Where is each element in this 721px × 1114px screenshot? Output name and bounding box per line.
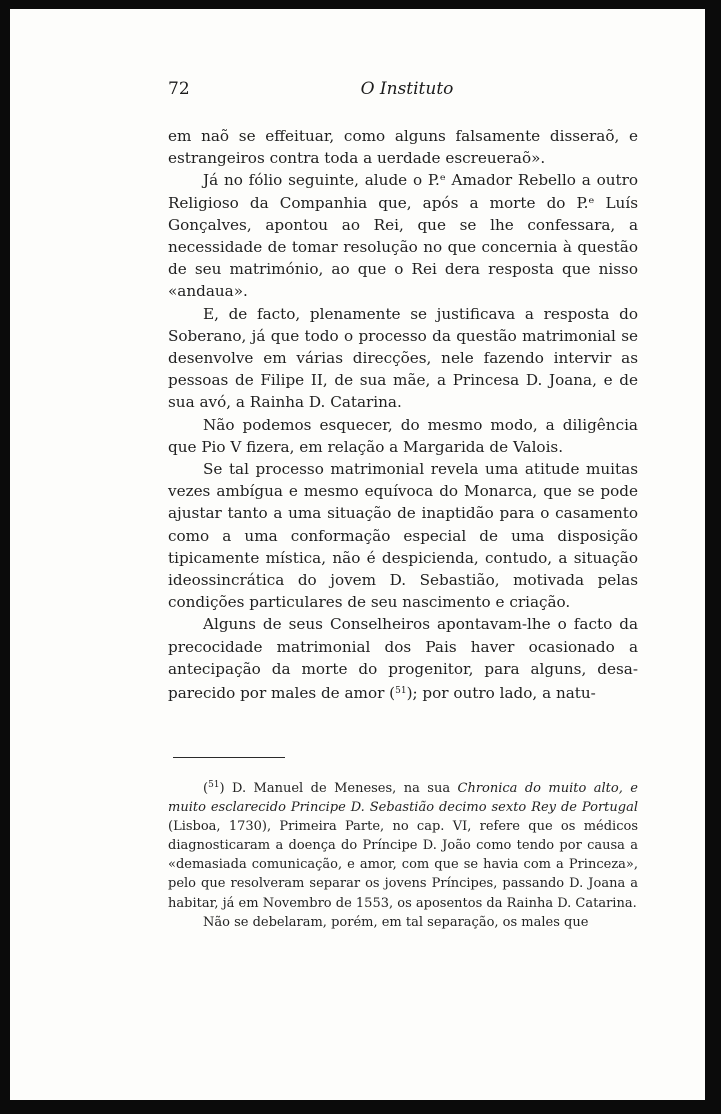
page-header xyxy=(168,79,646,103)
paragraph-4: Não podemos esquecer, do mesmo modo, a diligência que Pio V fizera, em relação a Margarida de Valois. xyxy=(168,415,638,456)
paragraph-6-continuation: ); por outro lado, a natu- xyxy=(406,684,596,703)
footnote-block xyxy=(168,776,638,932)
paragraph-6-text: Alguns de seus Conselheiros apontavam-lhe o facto da precocidade matrimonial dos Pais haver ocasionado a antecipação da morte do progenitor, para alguns, desaparecido por males de amor ( xyxy=(168,615,638,703)
footnote-separator xyxy=(173,757,285,758)
running-title: O Instituto xyxy=(360,79,454,99)
paragraph-3: E, de facto, plenamente se justificava a resposta do Soberano, já que todo o processo da questão matrimonial se desenvolve em várias direcções, nele fazendo intervir as pessoas de Filipe II, de sua mãe, a Princesa D. Joana, e de sua avó, a Rainha D. Catarina. xyxy=(168,304,638,412)
book-page xyxy=(10,9,705,1100)
footnote-reference: 51 xyxy=(395,686,407,697)
footnote-marker: 51 xyxy=(208,780,220,790)
footnote-continuation: Não se debelaram, porém, em tal separação, os males que xyxy=(203,914,589,930)
main-text xyxy=(168,125,638,704)
paragraph-5: Se tal processo matrimonial revela uma atitude muitas vezes ambígua e mesmo equívoca do Monarca, que se pode ajustar tanto a uma situação de inaptidão para o casamento como a uma conformação especial de uma disposição tipicamente mística, não é despicienda, contudo, a situação ideossincrática do jovem D. Sebastião, motivada pelas condições particulares de seu nascimento e criação. xyxy=(168,460,638,612)
page-number: 72 xyxy=(168,79,190,99)
paragraph-6 xyxy=(168,613,638,704)
paragraph-2: Já no fólio seguinte, alude o P.ᵉ Amador Rebello a outro Religioso da Companhia que, após a morte do P.ᵉ Luís Gonçalves, apontou ao Rei, que se lhe confessara, a necessidade de tomar resolução no que concernia à questão de seu matrimónio, ao que o Rei dera resposta que nisso «andaua». xyxy=(168,171,638,301)
paragraph-1: em naõ se effeituar, como alguns falsamente disseraõ, e estrangeiros contra toda a uerdade escreueraõ». xyxy=(168,127,638,168)
footnote-author: D. Manuel de Meneses, na sua xyxy=(232,781,451,796)
footnote-work-title: Chronica do muito alto, e muito esclarecido Principe D. Sebastião decimo sexto Rey de Portugal xyxy=(168,781,638,816)
footnote-51: ($^{51}$) D. Manuel de Meneses, na sua Chronica do muito alto, e muito esclarecido Principe D. Sebastião decimo sexto Rey de Portugal (Lisboa, 1730), Primeira Parte, no cap. VI, refere que os médicos diagnosticaram a doença do Príncipe D. João como tendo por causa a «demasiada comunicação, e amor, com que se havia com a Princeza», pelo que resolveram separar os jovens Príncipes, passando D. Joana a habitar, já em Novembro de 1553, os aposentos da Rainha D. Catarina. xyxy=(168,780,638,911)
footnote-text: (Lisboa, 1730), Primeira Parte, no cap. VI, refere que os médicos diagnosticaram a doença do Príncipe D. João como tendo por causa a «demasiada comunicação, e amor, com que se havia com a Princeza», pelo que resolveram separar os jovens Príncipes, passando D. Joana a habitar, já em Novembro de 1553, os aposentos da Rainha D. Catarina. xyxy=(168,819,638,911)
